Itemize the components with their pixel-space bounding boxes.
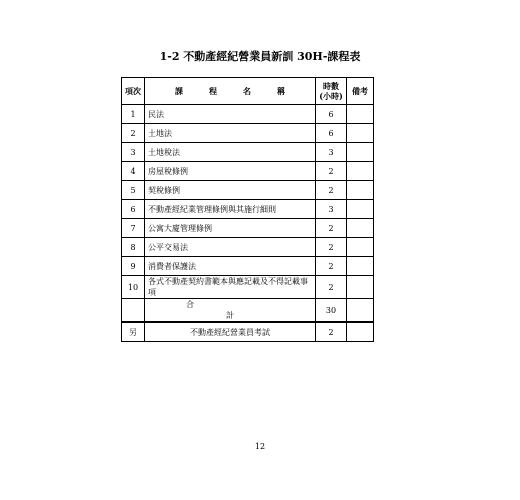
- row-name: 消費者保護法: [145, 257, 316, 276]
- total-label: 合計: [186, 300, 314, 320]
- row-hours: 2: [316, 276, 347, 299]
- row-no: 5: [122, 181, 145, 200]
- row-hours: 2: [316, 181, 347, 200]
- extra-name: 不動產經紀營業員考試: [145, 322, 316, 342]
- extra-row: [122, 322, 374, 342]
- table-row: [122, 124, 374, 143]
- course-table: [121, 77, 374, 342]
- row-note: [347, 257, 374, 276]
- row-name: 土地稅法: [145, 143, 316, 162]
- row-note: [347, 276, 374, 299]
- total-note: [347, 299, 374, 323]
- row-note: [347, 162, 374, 181]
- table-row: [122, 200, 374, 219]
- row-note: [347, 143, 374, 162]
- header-hours-line2: (小時): [319, 91, 343, 101]
- row-name: 各式不動產契約書範本與應記載及不得記載事項: [145, 276, 316, 299]
- row-no: 2: [122, 124, 145, 143]
- row-no: 8: [122, 238, 145, 257]
- row-no: 1: [122, 105, 145, 124]
- row-name: 民法: [145, 105, 316, 124]
- row-hours: 2: [316, 162, 347, 181]
- row-name: 契稅條例: [145, 181, 316, 200]
- row-no: 7: [122, 219, 145, 238]
- table-row: [122, 162, 374, 181]
- header-hours-line1: 時數: [323, 81, 339, 91]
- header-hours: [316, 78, 347, 105]
- row-name: 房屋稅條例: [145, 162, 316, 181]
- table-row: [122, 257, 374, 276]
- row-no: 3: [122, 143, 145, 162]
- total-no: [122, 299, 145, 323]
- table-row: [122, 105, 374, 124]
- header-name-text: 課程名稱: [175, 85, 311, 96]
- page-title: 1-2 不動產經紀營業員新訓 30H-課程表: [159, 50, 361, 63]
- header-note: 備考: [347, 78, 374, 105]
- row-name: 公平交易法: [145, 238, 316, 257]
- extra-hours: 2: [316, 322, 347, 342]
- row-hours: 2: [316, 219, 347, 238]
- row-no: 10: [122, 276, 145, 299]
- row-hours: 3: [316, 143, 347, 162]
- extra-no: 另: [122, 322, 145, 342]
- row-hours: 2: [316, 257, 347, 276]
- total-hours: 30: [316, 299, 347, 323]
- row-note: [347, 238, 374, 257]
- table-row: [122, 143, 374, 162]
- row-name: 土地法: [145, 124, 316, 143]
- header-name: [145, 78, 316, 105]
- row-name: 公寓大廈管理條例: [145, 219, 316, 238]
- row-hours: 3: [316, 200, 347, 219]
- row-name: 不動產經紀業管理條例與其施行細則: [145, 200, 316, 219]
- row-hours: 6: [316, 124, 347, 143]
- row-no: 6: [122, 200, 145, 219]
- row-hours: 2: [316, 238, 347, 257]
- total-label-cell: [145, 299, 316, 323]
- row-note: [347, 219, 374, 238]
- row-no: 4: [122, 162, 145, 181]
- row-note: [347, 124, 374, 143]
- extra-note: [347, 322, 374, 342]
- row-note: [347, 181, 374, 200]
- header-no: 項次: [122, 78, 145, 105]
- table-row: [122, 276, 374, 299]
- row-no: 9: [122, 257, 145, 276]
- row-note: [347, 200, 374, 219]
- table-row: [122, 238, 374, 257]
- row-hours: 6: [316, 105, 347, 124]
- table-header-row: [122, 78, 374, 105]
- page-number: 12: [254, 442, 266, 451]
- total-row: [122, 299, 374, 323]
- table-row: [122, 219, 374, 238]
- table-row: [122, 181, 374, 200]
- row-note: [347, 105, 374, 124]
